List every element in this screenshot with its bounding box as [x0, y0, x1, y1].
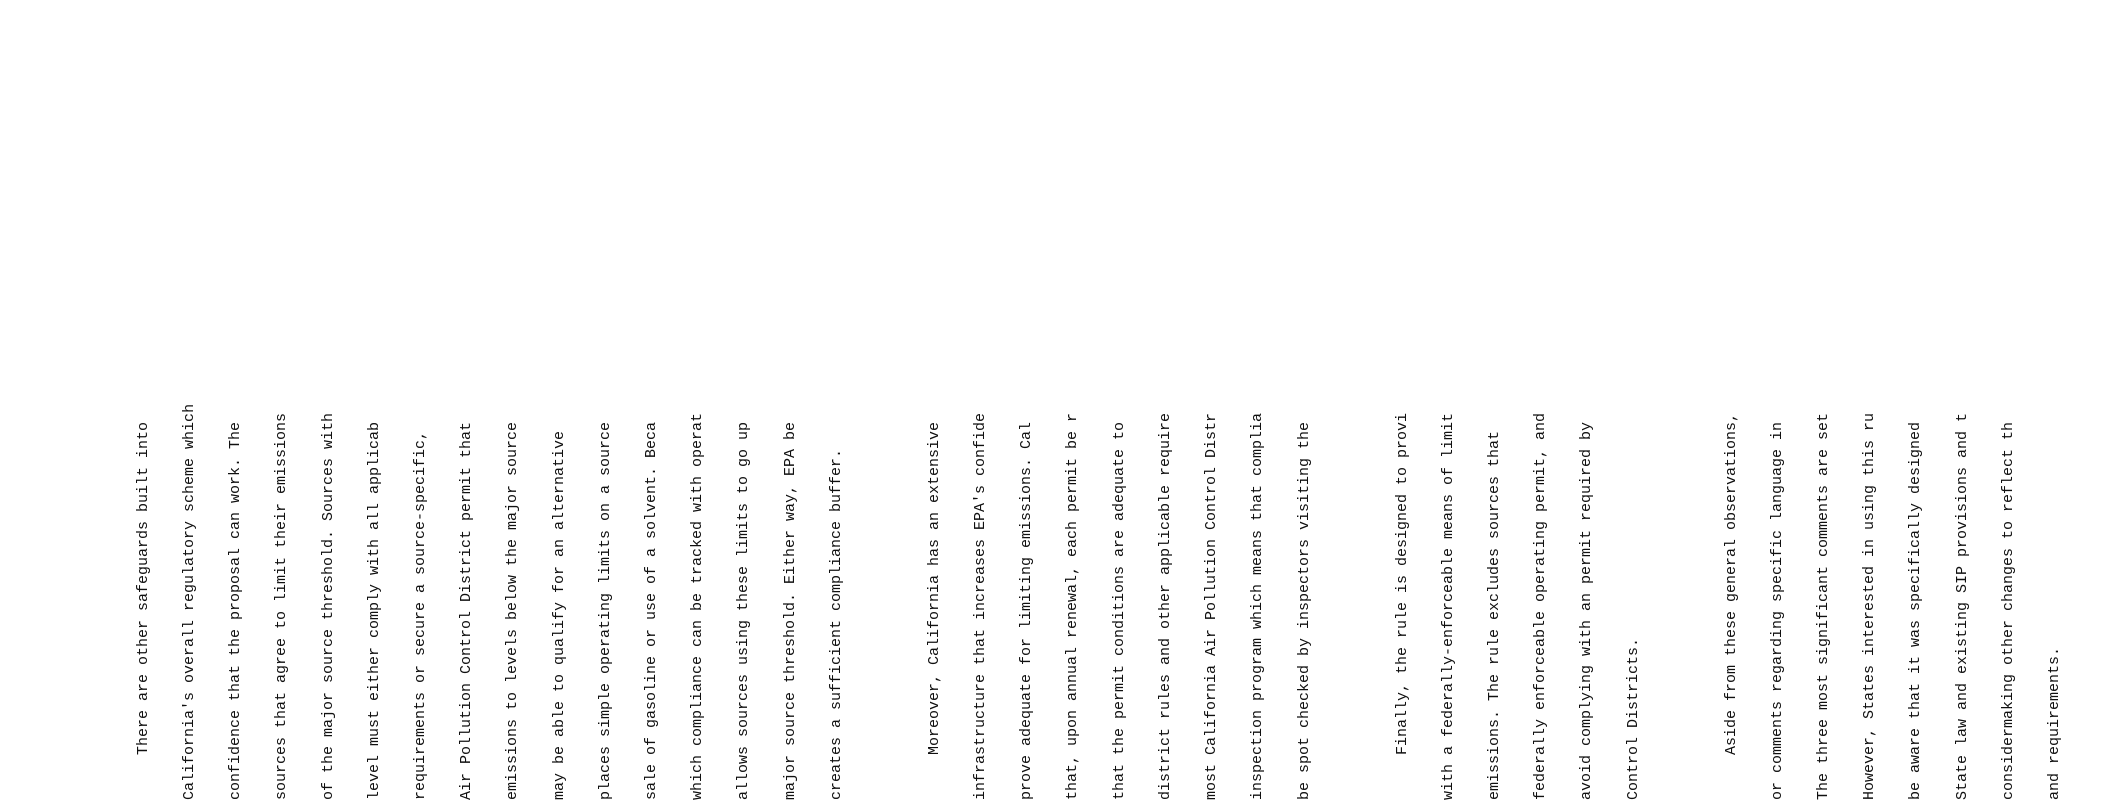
text-line: major source threshold. Either way, EPA be: [781, 421, 799, 800]
text-line: State law and existing SIP provisions and t: [1953, 412, 1971, 800]
text-line: considermaking other changes to reflect th: [1999, 421, 2017, 800]
text-line: infrastructure that increases EPA's confide: [972, 412, 990, 800]
text-line: sale of gasoline or use of a solvent. Beca: [643, 421, 661, 800]
text-line: emissions. The rule excludes sources that: [1485, 430, 1503, 800]
text-line: However, States interested in using this ru: [1861, 412, 1879, 800]
text-line: most California Air Pollution Control Distr: [1203, 412, 1221, 800]
text-line: requirements or secure a source-specific,: [412, 430, 430, 800]
paragraph-comments: [1693, 280, 2093, 800]
text-line: Control Districts.: [1624, 637, 1642, 800]
text-line: and requirements.: [2045, 646, 2063, 800]
paragraph-safeguards: [105, 280, 875, 800]
text-line: allows sources using these limits to go up: [735, 421, 753, 800]
text-line: of the major source threshold. Sources with: [319, 412, 337, 800]
text-line: be aware that it was specifically designed: [1907, 421, 1925, 800]
text-line: federally enforceable operating permit, and: [1532, 412, 1550, 800]
text-line: level must either comply with all applicab: [365, 421, 383, 800]
text-line: places simple operating limits on a source: [596, 421, 614, 800]
text-line: avoid complying with an permit required by: [1578, 421, 1596, 800]
text-line: Aside from these general observations,: [1722, 412, 1740, 800]
text-line: There are other safeguards built into: [134, 421, 152, 800]
text-line: that the permit conditions are adequate to: [1110, 421, 1128, 800]
text-line: inspection program which means that complia: [1249, 412, 1267, 800]
text-line: confidence that the proposal can work. The: [227, 421, 245, 800]
text-line: California's overall regulatory scheme which: [181, 403, 199, 800]
text-line: prove adequate for limiting emissions. Cal: [1018, 421, 1036, 800]
paragraph-infrastructure: [896, 280, 1343, 800]
text-line: with a federally-enforceable means of limit: [1439, 412, 1457, 800]
text-line: be spot checked by inspectors visiting the: [1295, 421, 1313, 800]
text-line: sources that agree to limit their emissions: [273, 412, 291, 800]
rotated-text-body: [105, 280, 2114, 800]
text-line: The three most significant comments are set: [1814, 412, 1832, 800]
text-line: district rules and other applicable require: [1156, 412, 1174, 800]
text-line: Moreover, California has an extensive: [925, 421, 943, 800]
text-line: or comments regarding specific language in: [1768, 421, 1786, 800]
text-line: Air Pollution Control District permit that: [458, 421, 476, 800]
text-line: creates a sufficient compliance buffer.: [827, 448, 845, 800]
text-line: that, upon annual renewal, each permit be r: [1064, 412, 1082, 800]
text-line: which compliance can be tracked with operat: [689, 412, 707, 800]
paragraph-federally-enforceable: [1364, 280, 1672, 800]
text-line: may be able to qualify for an alternative: [550, 430, 568, 800]
text-line: Finally, the rule is designed to provi: [1393, 412, 1411, 800]
text-line: emissions to levels below the major source: [504, 421, 522, 800]
